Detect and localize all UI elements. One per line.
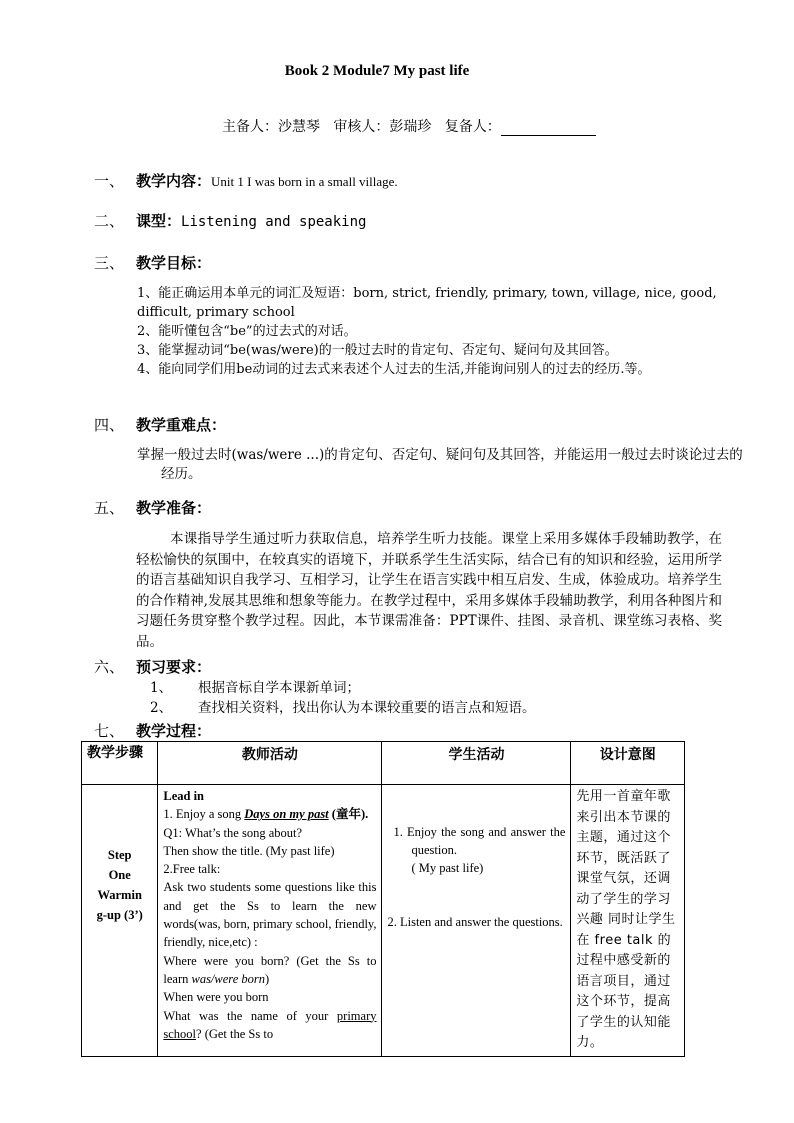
section-heading: 教学重难点： bbox=[136, 416, 227, 434]
header-teacher: 教师活动 bbox=[158, 742, 382, 785]
reviewer: 审核人：彭瑞珍 bbox=[333, 119, 432, 135]
section-number: 五、 bbox=[94, 499, 125, 517]
design-intent-cell: 先用一首童年歌来引出本节课的主题，通过这个环节，既活跃了课堂气氛，还调动了学生的学习兴趣 同时让学生在 free talk 的过程中感受新的语言项目，通过这个环节，提高了学生的认知能力。 bbox=[571, 785, 685, 1057]
section-content bbox=[94, 170, 398, 191]
co-preparer-blank bbox=[501, 121, 596, 136]
objective-item: 2、能听懂包含“be”的过去式的对话。 bbox=[137, 324, 357, 339]
section-key-points bbox=[94, 414, 226, 435]
header-step: 教学步骤 bbox=[82, 742, 158, 785]
table-row bbox=[82, 785, 685, 1057]
section-heading: 课型： bbox=[136, 212, 182, 230]
section-number: 七、 bbox=[94, 722, 125, 740]
table-header-row bbox=[82, 742, 685, 785]
section-heading: 预习要求： bbox=[136, 658, 212, 676]
section-objectives bbox=[94, 252, 211, 273]
key-points-text: 掌握一般过去时(was/were ...)的肯定句、否定句、疑问句及其回答，并能运用一般过去时谈论过去的经历。 bbox=[137, 447, 743, 482]
section-heading: 教学准备： bbox=[136, 499, 212, 517]
objective-item: 4、能向同学们用be动词的过去式来表述个人过去的生活,并能询问别人的过去的经历.等。 bbox=[137, 362, 651, 377]
section-number: 三、 bbox=[94, 254, 125, 272]
section-heading: 教学过程： bbox=[136, 722, 212, 740]
header-student: 学生活动 bbox=[382, 742, 571, 785]
preparer: 主备人：沙慧琴 bbox=[222, 119, 320, 135]
section-lesson-type bbox=[94, 210, 366, 231]
section-number: 一、 bbox=[94, 172, 125, 190]
section-preview bbox=[94, 656, 211, 677]
objectives-list bbox=[137, 284, 721, 379]
preview-item: 2、 查找相关资料，找出你认为本课较重要的语言点和短语。 bbox=[150, 700, 536, 716]
section-value: Unit 1 I was born in a small village. bbox=[211, 174, 398, 189]
section-number: 二、 bbox=[94, 212, 125, 230]
process-table bbox=[81, 741, 685, 1057]
teacher-activity-cell: Lead in 1. Enjoy a song Days on my past (童年). Q1: What’s the song about? Then show the title. (My past life) 2.Free talk: Ask two students some questions like this and get the Ss to learn the new words(was, born, primary school, friendly, friendly, nice,etc) : Where were you born? (Get the Ss to learn was/were born) When were you born What was the name of your primary school? (Get the Ss to bbox=[158, 785, 382, 1057]
section-heading: 教学目标： bbox=[136, 254, 212, 272]
objective-item: 3、能掌握动词“be(was/were)的一般过去时的肯定句、否定句、疑问句及其回答。 bbox=[137, 343, 618, 358]
header-design: 设计意图 bbox=[571, 742, 685, 785]
byline bbox=[222, 116, 596, 136]
document-title: Book 2 Module7 My past life bbox=[284, 63, 470, 79]
section-process bbox=[94, 720, 211, 741]
preview-list bbox=[150, 678, 536, 718]
step-cell: Step One Warmin g-up (3’) bbox=[82, 785, 158, 1057]
preparation-text: 本课指导学生通过听力获取信息，培养学生听力技能。课堂上采用多媒体手段辅助教学，在轻松愉快的氛围中，在较真实的语境下，并联系学生生活实际，结合已有的知识和经验，运用所学的语言基础知识自我学习、互相学习，让学生在语言实践中相互启发、生成，体验成功。培养学生的合作精神,发展其思维和想象等能力。在教学过程中，采用多媒体手段辅助教学，利用各种图片和习题任务贯穿整个教学过程。因此，本节课需准备：PPT课件、挂图、录音机、课堂练习表格、奖品。 bbox=[136, 531, 722, 650]
co-preparer: 复备人： bbox=[444, 119, 501, 135]
section-preparation bbox=[94, 497, 211, 518]
section-number: 六、 bbox=[94, 658, 125, 676]
objective-item: 1、能正确运用本单元的词汇及短语：born, strict, friendly, primary, town, village, nice, good, difficult, primary school bbox=[137, 286, 717, 320]
student-activity-cell: 1. Enjoy the song and answer the question. ( My past life) 2. Listen and answer the questions. bbox=[382, 785, 571, 1057]
section-value: Listening and speaking bbox=[181, 214, 367, 230]
section-number: 四、 bbox=[94, 416, 125, 434]
preview-item: 1、 根据音标自学本课新单词； bbox=[150, 680, 360, 696]
section-heading: 教学内容： bbox=[136, 172, 212, 190]
